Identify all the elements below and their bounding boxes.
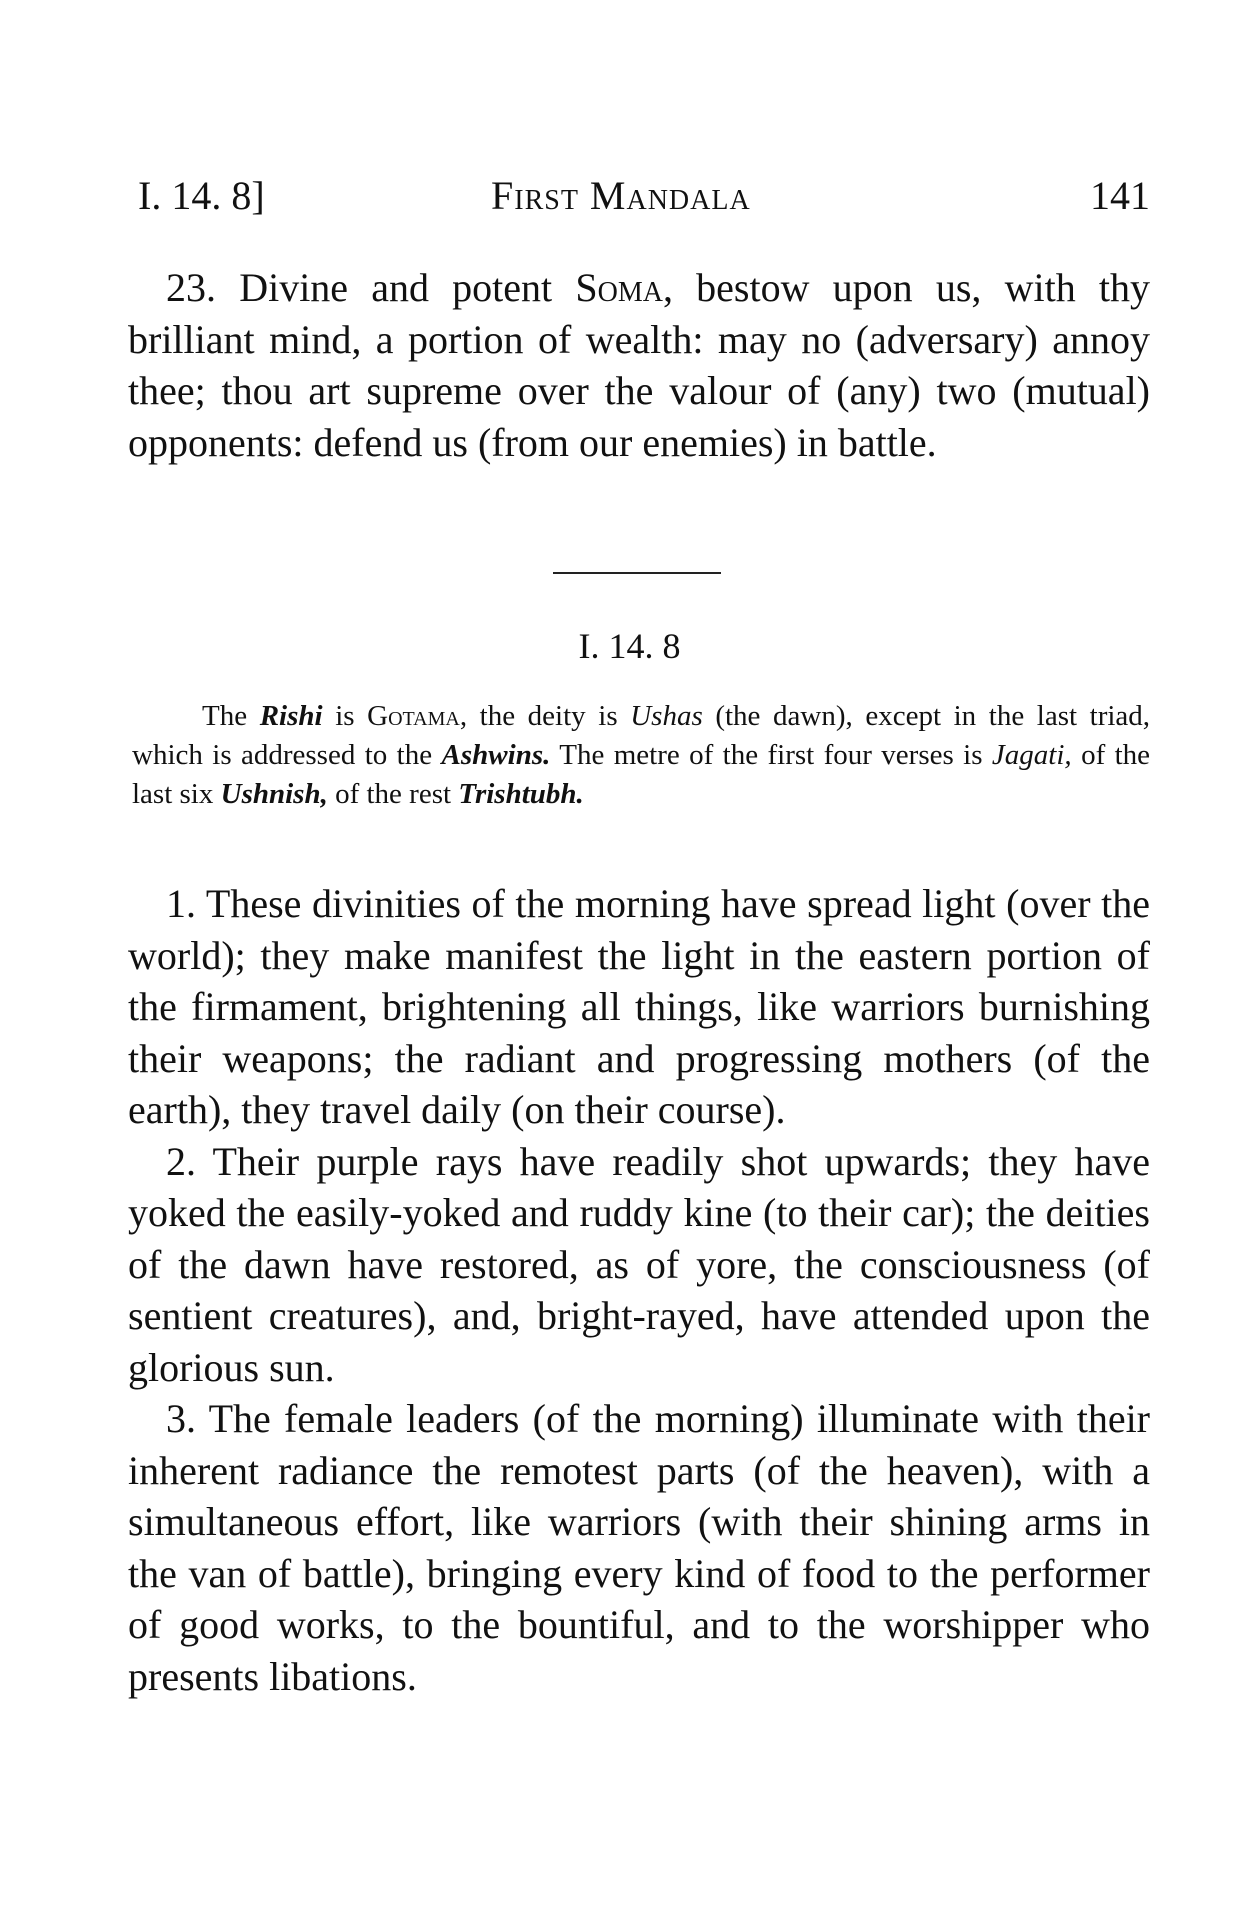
metre-name: Jagati, (991, 739, 1072, 771)
deity-name: Ashwins. (441, 739, 551, 771)
intro-text: is (335, 700, 355, 732)
verse-number: 23. (166, 265, 216, 310)
intro-text: of the last six (132, 739, 1151, 810)
verse-text-rest: , bestow upon us, with thy brilliant mind, a portion of wealth: may no (adversary) annoy thee; thou art supreme over the valour of (any) two (mutual) opponents: defend us (from our enemies) in battle. (128, 265, 1150, 465)
metre-name: Ushnish, (220, 778, 328, 810)
verse-number: 3. (166, 1396, 196, 1441)
verse-number: 1. (166, 881, 196, 926)
verse-item (128, 878, 1150, 1136)
metre-name: Trishtubh. (458, 778, 584, 810)
rishi-name: Gotama (367, 700, 460, 732)
chapter-title: First Mandala (491, 173, 751, 218)
verse-reference: I. 14. 8] (138, 173, 265, 218)
intro-text: The metre of the first four verses is (559, 739, 983, 771)
section-divider (553, 572, 721, 574)
intro-text: of the rest (335, 778, 452, 810)
intro-text: The (202, 700, 248, 732)
verse-23 (128, 262, 1150, 468)
verse-number: 2. (166, 1138, 196, 1184)
verse-text: These divinities of the morning have spread light (over the world); they make manifest the light in the eastern portion of the firmament, brightening all things, like warriors burnishing their weapons; the radiant and progressing mothers (of the earth), they travel daily (on their course). (128, 881, 1150, 1132)
intro-text: (the dawn), except in the last triad, which is addressed to the (132, 700, 1151, 771)
page-number: 141 (1090, 173, 1150, 218)
deity-name: Soma (575, 265, 663, 310)
verse-text: The female leaders (of the morning) illuminate with their inherent radiance the remotest parts (of the heaven), with a simultaneous effort, like warriors (with their shining arms in the van of battle), bringing every kind of food to the performer of good works, to the bountiful, and to the worshipper who presents libations. (128, 1396, 1151, 1699)
hymn-introduction (132, 697, 1150, 814)
verse-item (128, 1393, 1150, 1702)
verse-list (128, 878, 1150, 1702)
deity-name: Ushas (630, 700, 703, 732)
verse-text-start: Divine and potent (239, 265, 553, 310)
running-header (138, 172, 1150, 232)
verse-item (128, 1136, 1150, 1394)
intro-text: , the deity is (459, 700, 618, 732)
verse-text: Their purple rays have readily shot upwards; they have yoked the easily-yoked and ruddy kine (to their car); the deities of the dawn have restored, as of yore, the consciousness (of sentient creatures), and, bright-rayed, have attended upon the glorious sun. (128, 1138, 1150, 1390)
intro-term: Rishi (259, 700, 323, 732)
section-heading: I. 14. 8 (578, 626, 681, 666)
